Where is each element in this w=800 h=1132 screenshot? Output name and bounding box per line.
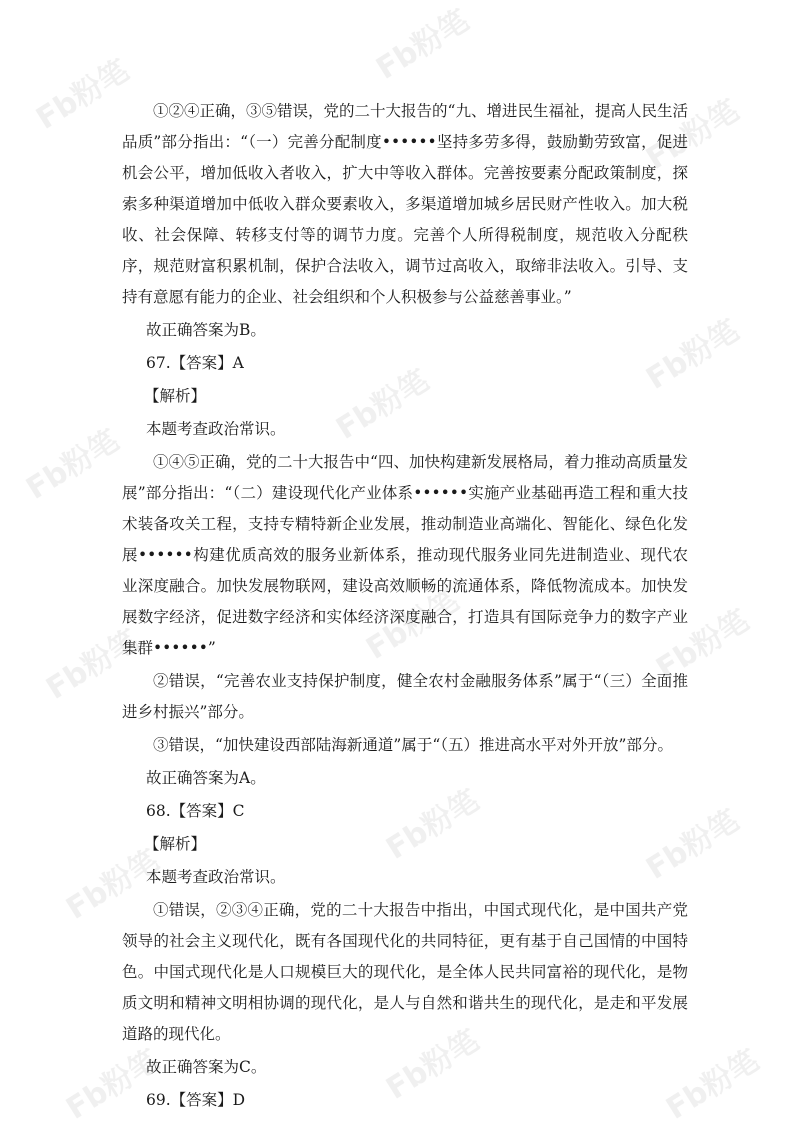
watermark-logo: Fb粉笔	[360, 583, 466, 667]
paragraph: ③错误，“加快建设西部陆海新通道”属于“（五）推进高水平对外开放”部分。	[153, 736, 673, 754]
watermark-logo: Fb粉笔	[330, 363, 436, 447]
watermark-logo: Fb粉笔	[660, 1043, 766, 1127]
answer-heading: 67.【答案】A	[146, 354, 244, 372]
watermark-logo: Fb粉笔	[370, 3, 476, 87]
watermark-logo: Fb粉笔	[650, 603, 756, 687]
watermark-logo: Fb粉笔	[60, 1043, 166, 1127]
watermark-logo: Fb粉笔	[380, 1023, 486, 1107]
watermark-logo: Fb粉笔	[380, 783, 486, 867]
watermark-logo: Fb粉笔	[60, 843, 166, 927]
watermark-logo: Fb粉笔	[640, 93, 746, 177]
answer-heading: 69.【答案】D	[146, 1091, 246, 1109]
analysis-tag: 【解析】	[144, 387, 207, 405]
paragraph: ②错误，“完善农业支持保护制度，健全农村金融服务体系”属于“（三）全面推进乡村振兴”部分。	[122, 672, 688, 721]
document-body	[122, 96, 688, 1118]
topic-line: 本题考查政治常识。	[146, 420, 286, 438]
conclusion-line: 故正确答案为A。	[146, 769, 266, 787]
topic-line: 本题考查政治常识。	[146, 868, 286, 886]
answer-heading: 68.【答案】C	[146, 802, 245, 820]
paragraph: ①②④正确，③⑤错误，党的二十大报告的“九、增进民生福祉，提高人民生活品质”部分指出：“（一）完善分配制度••••••坚持多劳多得，鼓励勤劳致富，促进机会公平，增加低收入者收入，扩大中等收入群体。完善按要素分配政策制度，探索多种渠道增加中低收入群众要素收入，多渠道增加城乡居民财产性收入。加大税收、社会保障、转移支付等的调节力度。完善个人所得税制度，规范收入分配秩序，规范财富积累机制，保护合法收入，调节过高收入，取缔非法收入。引导、支持有意愿有能力的企业、社会组织和个人积极参与公益慈善事业。”	[122, 102, 688, 306]
watermark-logo: Fb粉笔	[40, 623, 146, 707]
paragraph: ①错误，②③④正确，党的二十大报告中指出，中国式现代化，是中国共产党领导的社会主义现代化，既有各国现代化的共同特征，更有基于自己国情的中国特色。中国式现代化是人口规模巨大的现代化，是全体人民共同富裕的现代化，是物质文明和精神文明相协调的现代化，是人与自然和谐共生的现代化，是走和平发展道路的现代化。	[122, 901, 688, 1043]
watermark-logo: Fb粉笔	[20, 423, 126, 507]
watermark-logo: Fb粉笔	[30, 53, 136, 137]
watermark-logo: Fb粉笔	[640, 313, 746, 397]
paragraph: ①④⑤正确，党的二十大报告中“四、加快构建新发展格局，着力推动高质量发展”部分指出：“（二）建设现代化产业体系••••••实施产业基础再造工程和重大技术装备攻关工程，支持专精特新企业发展，推动制造业高端化、智能化、绿色化发展••••••构建优质高效的服务业新体系，推动现代服务业同先进制造业、现代农业深度融合。加快发展物联网，建设高效顺畅的流通体系，降低物流成本。加快发展数字经济，促进数字经济和实体经济深度融合，打造具有国际竞争力的数字产业集群••••••”	[122, 453, 688, 657]
conclusion-line: 故正确答案为C。	[146, 1058, 267, 1076]
analysis-tag: 【解析】	[144, 835, 207, 853]
conclusion-line: 故正确答案为B。	[146, 321, 266, 339]
watermark-logo: Fb粉笔	[640, 803, 746, 887]
